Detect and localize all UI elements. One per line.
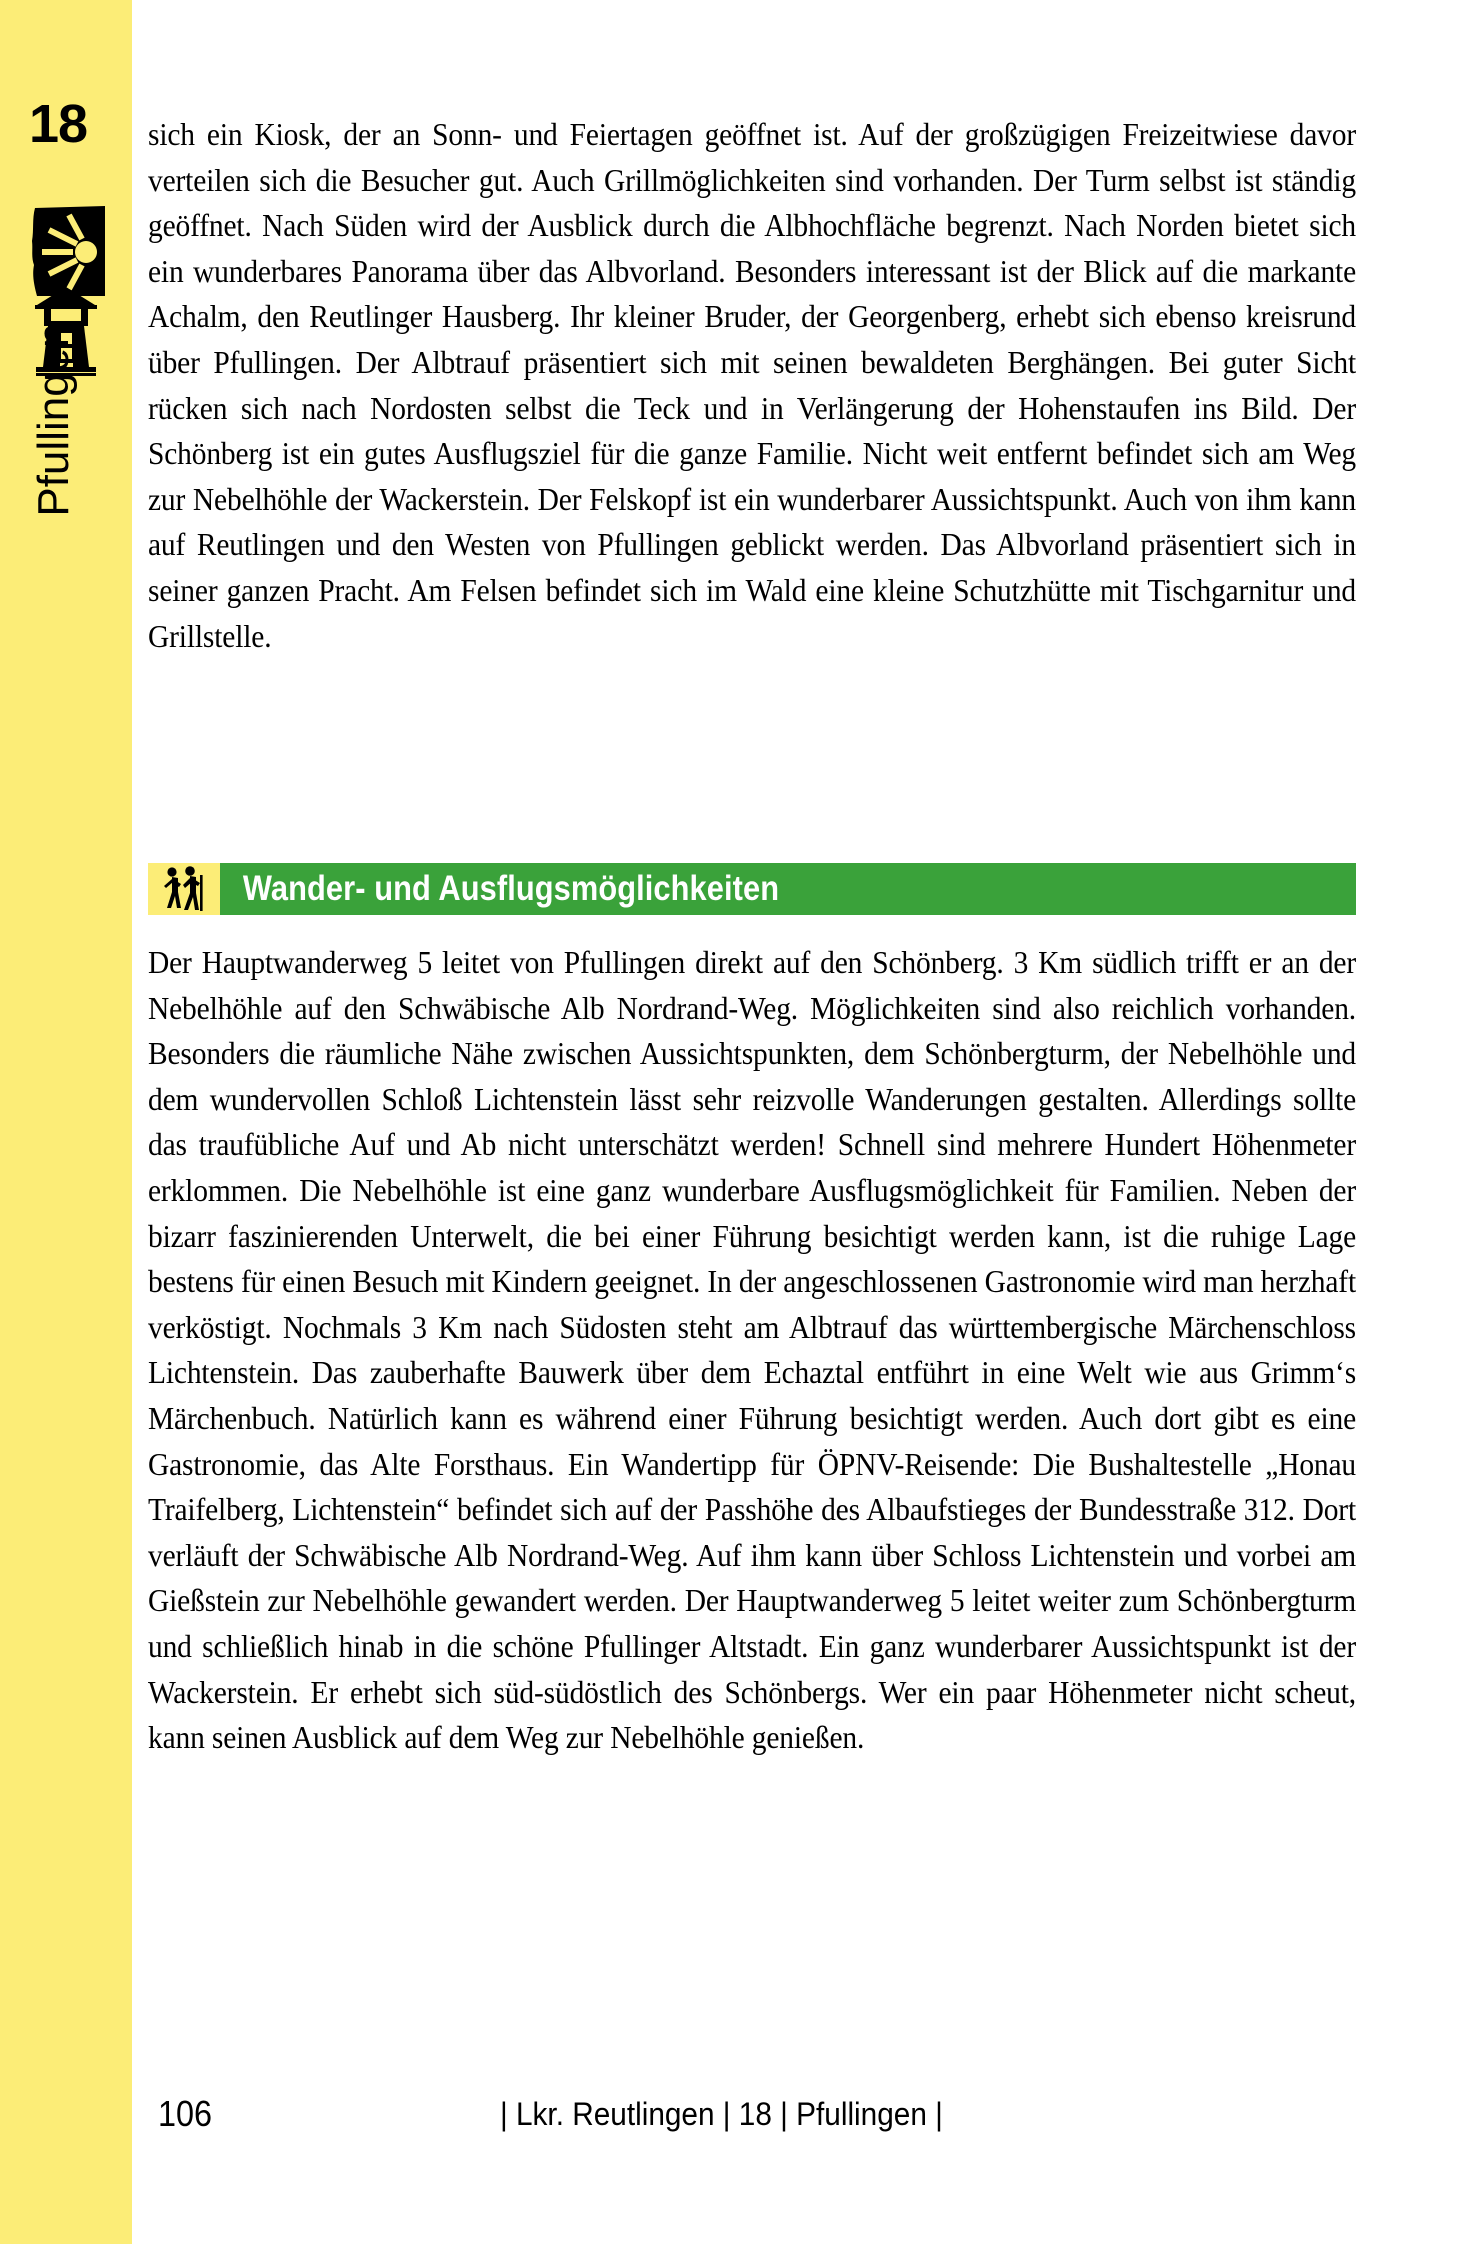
paragraph-bottom: Der Hauptwanderweg 5 leitet von Pfullingen direkt auf den Schönberg. 3 Km südlich trifft er an der Nebelhöhle auf den Schwäbische Alb Nordrand-Weg. Möglichkeiten sind also reichlich vorhanden. Besonders die räumliche Nähe zwischen Aussichtspunkten, dem Schönbergturm, der Nebelhöhle und dem wundervollen Schloß Lichtenstein lässt sehr reizvolle Wanderungen gestalten. Allerdings sollte das traufübliche Auf und Ab nicht unterschätzt werden! Schnell sind mehrere Hundert Höhenmeter erklommen. Die Nebelhöhle ist eine ganz wunderbare Ausflugsmöglichkeit für Familien. Neben der bizarr faszinierenden Unterwelt, die bei einer Führung besichtigt werden kann, ist die ruhige Lage bestens für einen Besuch mit Kindern geeignet. In der angeschlossenen Gastronomie wird man herzhaft verköstigt. Nochmals 3 Km nach Südosten steht am Albtrauf das württembergische Märchenschloss Lichtenstein. Das zauberhafte Bauwerk über dem Echaztal entführt in eine Welt wie aus Grimm‘s Märchenbuch. Natürlich kann es während einer Führung besichtigt werden. Auch dort gibt es eine Gastronomie, das Alte Forsthaus. Ein Wandertipp für ÖPNV-Reisende: Die Bushaltestelle „Honau Traifelberg, Lichtenstein“ befindet sich auf der Passhöhe des Albaufstieges der Bundesstraße 312. Dort verläuft der Schwäbische Alb Nordrand-Weg. Auf ihm kann über Schloss Lichtenstein und vorbei am Gießstein zur Nebelhöhle gewandert werden. Der Hauptwanderweg 5 leitet weiter zum Schönbergturm und schließlich hinab in die schöne Pfullinger Altstadt. Ein ganz wunderbarer Aussichtspunkt ist der Wackerstein. Er erhebt sich süd-südöstlich des Schönbergs. Wer ein paar Höhenmeter nicht scheut, kann seinen Ausblick auf dem Weg zur Nebelhöhle genießen. (148, 945, 1357, 1756)
chapter-place-name: Pfullingen (29, 323, 78, 517)
paragraph-top: sich ein Kiosk, der an Sonn- und Feiertagen geöffnet ist. Auf der großzügigen Freizeitwiese davor verteilen sich die Besucher gut. Auch Grillmöglichkeiten sind vorhanden. Der Turm selbst ist ständig geöffnet. Nach Süden wird der Ausblick durch die Albhochfläche begrenzt. Nach Norden bietet sich ein wunderbares Panorama über das Albvorland. Besonders interessant ist der Blick auf die markante Achalm, den Reutlinger Hausberg. Ihr kleiner Bruder, der Georgenberg, erhebt sich ebenso kreisrund über Pfullingen. Der Albtrauf präsentiert sich mit seinen bewaldeten Berghängen. Bei guter Sicht rücken sich nach Nordosten selbst die Teck und in Verlängerung der Hohenstaufen ins Bild. Der Schönberg ist ein gutes Ausflugsziel für die ganze Familie. Nicht weit entfernt befindet sich am Weg zur Nebelhöhle der Wackerstein. Der Felskopf ist ein wunderbarer Aussichtspunkt. Auch von ihm kann auf Reutlingen und den Westen von Pfullingen geblickt werden. Das Albvorland präsentiert sich in seiner ganzen Pracht. Am Felsen befindet sich im Wald eine kleine Schutzhütte mit Tischgarnitur und Grillstelle. (148, 117, 1357, 654)
section-banner (148, 863, 1356, 915)
section-banner-bar (220, 863, 1356, 915)
side-tab-content (0, 0, 132, 2244)
chapter-side-tab (0, 0, 132, 2244)
chapter-number: 18 (28, 94, 88, 154)
page-footer (148, 2093, 1356, 2139)
hikers-icon (148, 863, 220, 915)
footer-page-number: 106 (158, 2093, 213, 2134)
footer-breadcrumb: | Lkr. Reutlingen | 18 | Pfullingen | (500, 2096, 943, 2132)
section-banner-title: Wander- und Ausflugsmöglichkeiten (242, 869, 780, 908)
